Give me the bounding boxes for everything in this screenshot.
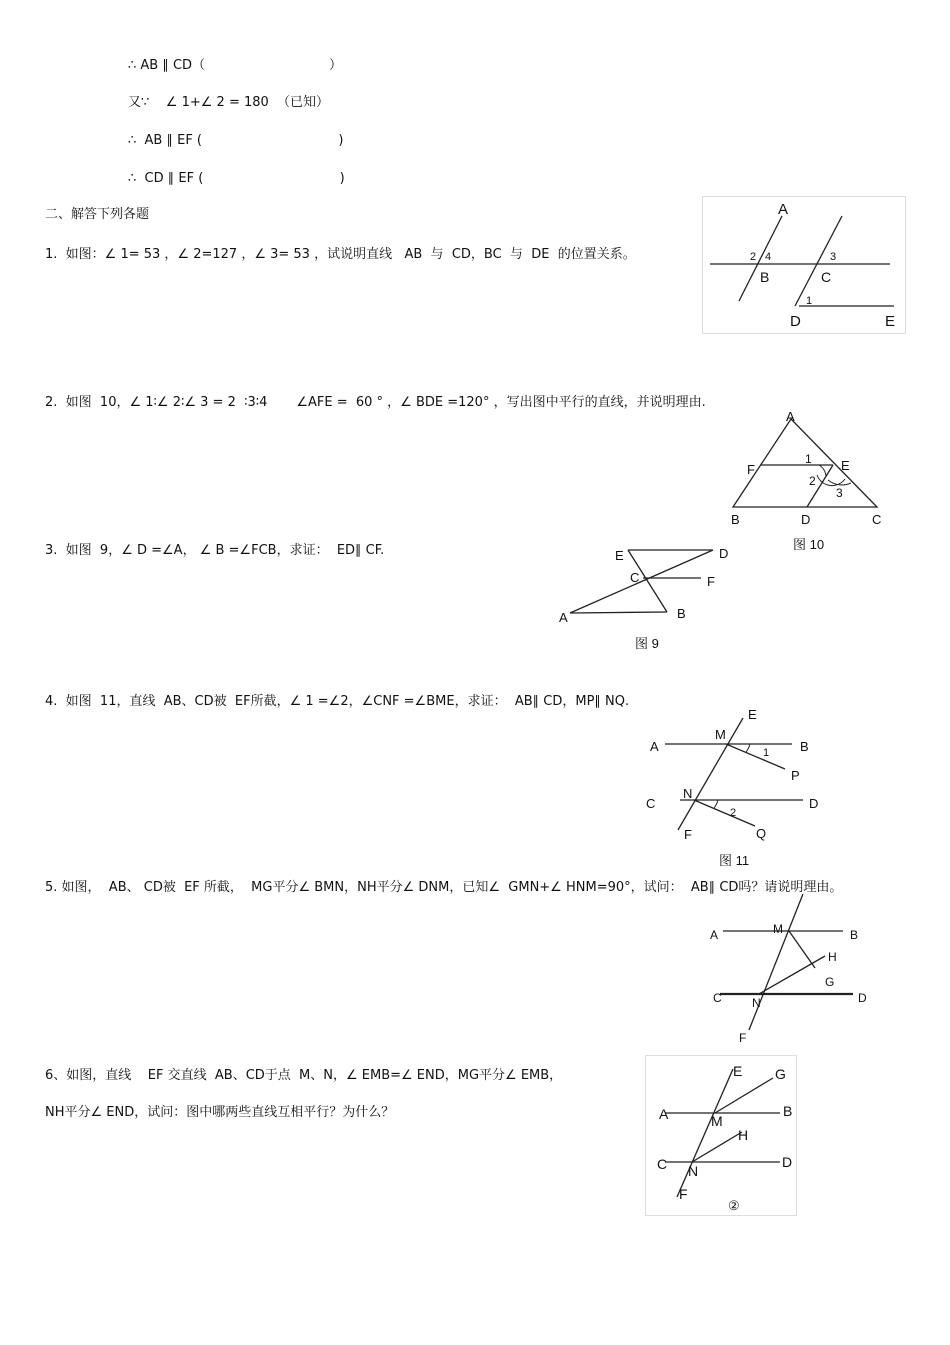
fig11-label-e: E [748,707,757,722]
fig11-label-d: D [809,796,819,811]
fig10-label-a: A [786,409,795,424]
problem-3: 3. 如图 9，∠ D =∠A， ∠ B =∠FCB，求证： ED∥ CF. [45,543,385,558]
fig6-label-a: A [659,1106,669,1122]
fig11-label-q: Q [756,826,767,841]
fig11-label-p: P [791,768,800,783]
fig10-label-c: C [872,512,882,527]
fig9-caption: 图 9 [635,636,659,651]
fig6-label-c: C [657,1156,668,1172]
fig6-label-d: D [782,1154,793,1170]
fig9-label-c: C [630,570,640,585]
figure-11 [640,705,830,870]
problem-6-line-1: 6、如图，直线 EF 交直线 AB、CD于点 M、N，∠ EMB=∠ END，MG平分∠ EMB， [45,1068,563,1083]
fig9-label-b: B [677,606,686,621]
proof-line-1: ∴ AB ∥ CD（ ） [128,58,343,73]
problem-4: 4. 如图 11，直线 AB、CD被 EF所截，∠ 1 =∠2，∠CNF =∠BME，求证： AB∥ CD，MP∥ NQ. [45,694,630,709]
fig10-label-f: F [747,462,755,477]
fig6-caption: ② [728,1198,740,1213]
fig9-label-f: F [707,574,715,589]
fig10-angle-2: 2 [809,474,816,488]
fig6-label-h: H [738,1127,749,1143]
fig5-label-g: G [825,975,835,989]
proof-line-4: ∴ CD ∥ EF ( ) [128,171,345,186]
fig10-caption: 图 10 [793,537,825,552]
fig11-label-m: M [715,727,726,742]
fig1-angle-2: 2 [750,251,757,263]
proof-line-3: ∴ AB ∥ EF ( ) [128,133,344,148]
fig1-angle-4: 4 [765,251,772,263]
fig1-label-b: B [760,269,770,285]
proof-line-2: 又∵ ∠ 1+∠ 2 = 180 （已知） [128,95,330,110]
fig10-angle-3: 3 [836,486,843,500]
fig11-label-a: A [650,739,659,754]
fig6-label-m: M [711,1113,723,1129]
fig6-label-b: B [783,1103,793,1119]
fig1-angle-3: 3 [830,251,837,263]
fig10-label-b: B [731,512,740,527]
fig5-label-n: N [752,996,761,1010]
figure-9 [555,540,730,655]
fig5-label-d: D [858,991,867,1005]
fig1-label-d: D [790,313,801,330]
fig1-label-a: A [778,201,789,218]
fig6-label-e: E [733,1063,743,1079]
fig9-label-e: E [615,548,624,563]
fig10-angle-1: 1 [805,452,812,466]
fig6-label-g: G [775,1066,786,1082]
fig9-label-a: A [559,610,568,625]
fig5-label-a: A [710,928,719,942]
fig11-label-f: F [684,827,692,842]
fig10-label-e: E [841,458,850,473]
fig1-angle-1: 1 [806,295,813,307]
fig5-label-b: B [850,928,859,942]
fig6-label-n: N [688,1163,699,1179]
fig1-label-c: C [821,269,832,285]
section-title: 二、解答下列各题 [45,207,150,222]
fig1-label-e: E [885,313,896,330]
fig9-label-d: D [719,546,729,561]
problem-1: 1. 如图：∠ 1= 53 ，∠ 2=127 ，∠ 3= 53 ，试说明直线 AB 与 CD，BC 与 DE 的位置关系。 [45,247,636,262]
fig11-angle-2: 2 [730,807,737,819]
fig11-angle-1: 1 [763,747,770,759]
fig11-label-b: B [800,739,809,754]
fig5-label-f: F [739,1031,747,1045]
problem-2: 2. 如图 10，∠ 1∶∠ 2∶∠ 3 = 2 ∶3∶4 ∠AFE = 60 ° ，∠ BDE =120° ，写出图中平行的直线，并说明理由. [45,395,706,410]
fig5-label-c: C [713,991,722,1005]
fig5-label-h: H [828,950,837,964]
fig6-label-f: F [679,1186,688,1202]
fig11-label-n: N [683,786,693,801]
figure-6 [645,1055,800,1220]
figure-5 [705,890,875,1050]
fig11-label-c: C [646,796,656,811]
figure-1 [702,196,907,336]
figure-10 [725,405,890,555]
fig10-label-d: D [801,512,811,527]
problem-6-line-2: NH平分∠ END，试问：图中哪两些直线互相平行？为什么？ [45,1105,395,1120]
fig5-label-m: M [773,922,783,936]
fig11-caption: 图 11 [719,853,750,868]
problem-5: 5. 如图， AB、 CD被 EF 所截， MG平分∠ BMN，NH平分∠ DNM，已知∠ GMN+∠ HNM=90°，试问： AB∥ CD吗？请说明理由。 [45,880,843,895]
